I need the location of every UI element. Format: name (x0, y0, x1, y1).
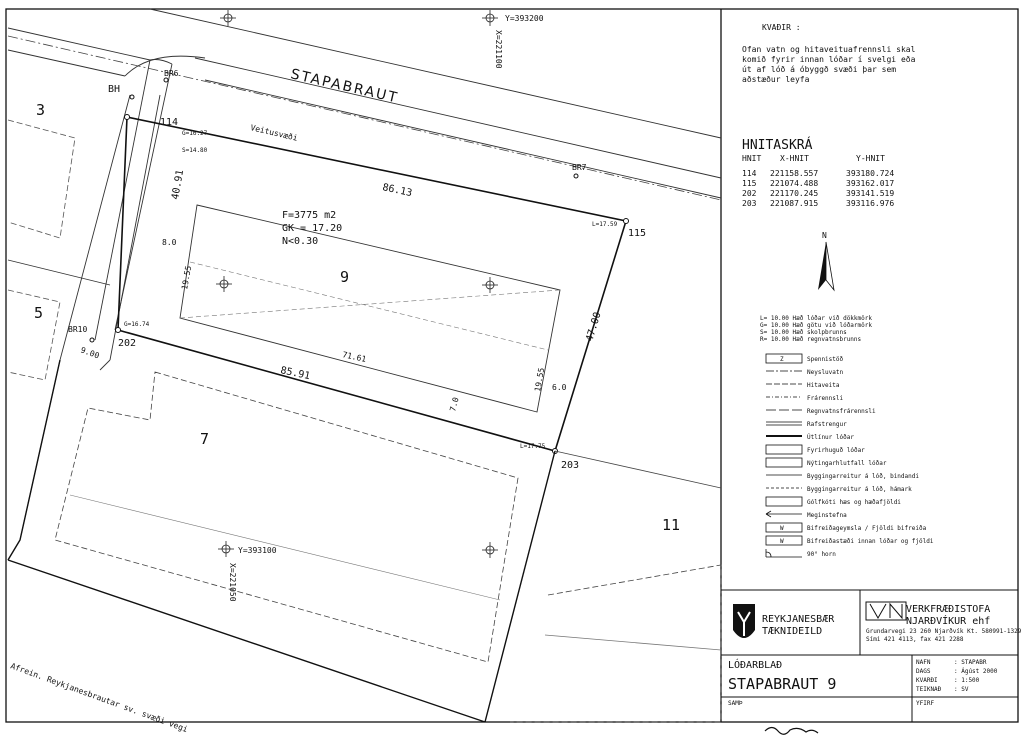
legend-item (766, 486, 912, 493)
road-stapabraut (8, 9, 721, 198)
legend-item (766, 421, 847, 428)
hnit-row-1-y: 393180.724 (846, 169, 895, 178)
legend-label: Neysluvatn (807, 369, 844, 376)
dim-inner-length: 71.61 (341, 350, 368, 364)
lot-11 (510, 451, 721, 722)
hnit-row-3-pt: 202 (742, 189, 757, 198)
legend-label: Hitaveita (807, 382, 840, 389)
dim-south-edge: 85.91 (279, 365, 312, 383)
info-panel (721, 23, 1022, 734)
elev-g202: G=16.74 (124, 321, 150, 328)
lot-9-setback (180, 205, 560, 412)
legend-label: Gólfkóti hæs og hæðafjöldi (807, 499, 901, 506)
lot-number-7: 7 (200, 430, 210, 448)
lot-number-5: 5 (34, 304, 44, 322)
dim-setback-8: 8.0 (162, 238, 177, 247)
meta-val-4: : SV (954, 686, 969, 693)
org-left-2: TÆKNIDEILD (762, 626, 823, 637)
point-br7: BR7 (572, 163, 587, 172)
legend-label: Spennistöð (807, 356, 844, 363)
meta-key-1: NAFN (916, 659, 931, 666)
vn-logo-icon (866, 602, 906, 620)
org-right-small-2: Sími 421 4113, fax 421 2288 (866, 636, 964, 643)
legend-symbol (766, 497, 802, 506)
legend-label: Rafstrengur (807, 421, 847, 428)
dim-setback-6: 6.0 (552, 383, 567, 392)
signature-mark (765, 728, 818, 735)
kvadir-line-3: út af lóð á óbyggð svæði þar sem (742, 65, 897, 74)
point-br6: BR6 (164, 69, 179, 78)
lot-9-n: N<0.30 (282, 236, 319, 247)
hnit-row-3-x: 221170.245 (770, 189, 819, 198)
legend (766, 354, 934, 558)
legend-item (766, 549, 836, 558)
meta-val-3: : 1:500 (954, 677, 980, 684)
hnit-row-1-x: 221158.557 (770, 169, 819, 178)
legend-label: Byggingarreitur á lóð, hámark (807, 486, 912, 493)
meta-key-4: TEIKNAÐ (916, 686, 942, 693)
legend-item (766, 523, 927, 532)
hnit-title: HNITASKRÁ (742, 138, 813, 153)
hnit-row-3-y: 393141.519 (846, 189, 895, 198)
dim-setback-7: 7.0 (448, 396, 461, 413)
elev-g115: L=17.59 (592, 221, 618, 228)
hnit-row-4-pt: 203 (742, 199, 757, 208)
lot-boundary-3-5 (8, 260, 110, 285)
kvadir-title: KVAÐIR : (762, 23, 801, 32)
legend-label: Nýtingarhlutfall lóðar (807, 460, 887, 467)
dim-inner-e: 19.55 (533, 367, 547, 393)
point-203: 203 (561, 460, 580, 471)
legend-label: Byggingarreitur á lóð, bindandi (807, 473, 919, 480)
height-note-4: R= 10.00 Hæð regnvatnsbrunns (760, 336, 862, 343)
legend-item (766, 395, 844, 402)
legend-symbol (766, 536, 802, 545)
org-right-1: VERKFRÆÐISTOFA (906, 604, 991, 615)
legend-symbol (766, 422, 802, 425)
legend-label: Bifreiðageymsla / Fjöldi bifreiða (807, 525, 927, 532)
point-115: 115 (628, 228, 647, 239)
dim-bottom-width: 9.00 (79, 345, 101, 361)
dim-north-edge: 86.13 (381, 182, 414, 200)
hnit-row-4-x: 221087.915 (770, 199, 819, 208)
hnit-row-1-pt: 114 (742, 169, 757, 178)
legend-item (766, 536, 934, 545)
org-right-small-1: Grundarvegi 23 260 Njarðvík Kt. 580991-1329 (866, 628, 1022, 635)
lot-9-dashed-line (190, 262, 548, 350)
legend-item (766, 369, 844, 376)
road-label: STAPABRAUT (289, 66, 401, 107)
legend-symbol-text: Z (780, 356, 784, 363)
hnit-table (742, 169, 894, 208)
corner-road-text: Afrein. Reykjanesbrautar sv. svæði vegi (9, 661, 189, 735)
legend-symbol (766, 445, 802, 454)
hnit-head-2: X-HNIT (780, 154, 809, 163)
legend-item (766, 382, 840, 389)
legend-item (766, 473, 919, 480)
lot-number-9: 9 (340, 268, 350, 286)
map-area (6, 9, 1018, 734)
legend-label: Meginstefna (807, 512, 847, 519)
sheet-type: LÓÐARBLAÐ (728, 660, 783, 671)
grid-y-bottom: Y=393100 (238, 546, 277, 555)
point-br10: BR10 (68, 325, 88, 334)
legend-item (766, 434, 854, 441)
legend-label: Fyrirhuguð lóðar (807, 447, 865, 454)
legend-symbol (766, 354, 802, 363)
legend-item (766, 408, 876, 415)
lot-9-gk: GK = 17.20 (282, 223, 343, 234)
legend-item (766, 354, 844, 363)
legend-item (766, 511, 847, 519)
meta-val-2: : Ágúst 2000 (954, 668, 998, 675)
kvadir-line-2: komið fyrir innan lóðar í svelgi eða (742, 55, 916, 64)
height-note-1: L= 10.00 Hæð lóðar við dökkmörk (760, 315, 872, 322)
meta-key-3: KVARÐI (916, 677, 938, 684)
legend-item (766, 497, 901, 506)
legend-symbol-text: W (780, 525, 784, 532)
point-114: 114 (160, 117, 179, 128)
sheet-name: STAPABRAUT 9 (728, 675, 837, 693)
samb-label: SAMÞ (728, 700, 743, 707)
legend-item (766, 445, 865, 454)
elev-s114: S=14.80 (182, 147, 208, 154)
lot-number-11: 11 (662, 516, 681, 534)
legend-symbol (766, 458, 802, 467)
pipe-label: Veitusvæði (249, 123, 299, 143)
elev-g114: G=16.27 (182, 130, 208, 137)
hnit-row-4-y: 393116.976 (846, 199, 895, 208)
legend-label: Frárennsli (807, 395, 844, 402)
legend-symbol (766, 511, 802, 517)
lot-9-area: F=3775 m2 (282, 210, 337, 221)
meta-val-1: : STAPABR (954, 659, 987, 666)
utility-line (8, 36, 721, 200)
dim-inner-w: 19.55 (180, 265, 194, 291)
point-bh: BH (108, 84, 121, 95)
yfirf-label: YFIRF (916, 700, 935, 707)
north-label: N (822, 231, 827, 240)
point-202: 202 (118, 338, 137, 349)
hnit-row-2-pt: 115 (742, 179, 757, 188)
meta-key-2: DAGS (916, 668, 931, 675)
grid-x-bottom: X=221050 (228, 563, 237, 602)
lot-9-setback-diagonal (180, 290, 560, 318)
grid-x-top: X=221100 (494, 30, 503, 69)
org-right-2: NJARÐVÍKUR ehf (906, 616, 991, 627)
legend-symbol (766, 523, 802, 532)
lot-7 (8, 360, 555, 722)
legend-item (766, 458, 887, 467)
dim-east-edge: 47.00 (584, 310, 604, 343)
lot-9-boundary (118, 117, 626, 451)
legend-label: Útlínur lóðar (807, 434, 854, 441)
grid-y-top: Y=393200 (505, 14, 544, 23)
kvadir-line-1: Ofan vatn og hitaveituafrennsli skal (742, 45, 916, 54)
north-arrow-icon (818, 242, 834, 290)
dim-west-edge: 40.91 (170, 168, 187, 201)
legend-label: Regnvatnsfrárennsli (807, 408, 876, 415)
lot-number-3: 3 (36, 101, 46, 119)
legend-label: Bifreiðastæði innan lóðar og fjöldi (807, 538, 934, 545)
legend-symbol (766, 549, 802, 557)
hnit-head-3: Y-HNIT (856, 154, 885, 163)
reykjanesbaer-crest-icon (733, 604, 755, 638)
height-note-2: G= 10.00 Hæð götu við lóðarmörk (760, 322, 872, 329)
legend-symbol-text: W (780, 538, 784, 545)
hnit-row-2-x: 221074.488 (770, 179, 819, 188)
org-left-1: REYKJANESBÆR (762, 614, 835, 625)
legend-label: 90° horn (807, 551, 836, 558)
kvadir-line-4: aðstæður leyfa (742, 75, 810, 84)
elev-g203: L=17.75 (520, 443, 546, 450)
height-note-3: S= 10.00 Hæð skolpbrunns (760, 329, 847, 336)
hnit-row-2-y: 393162.017 (846, 179, 895, 188)
hnit-head-1: HNIT (742, 154, 762, 163)
